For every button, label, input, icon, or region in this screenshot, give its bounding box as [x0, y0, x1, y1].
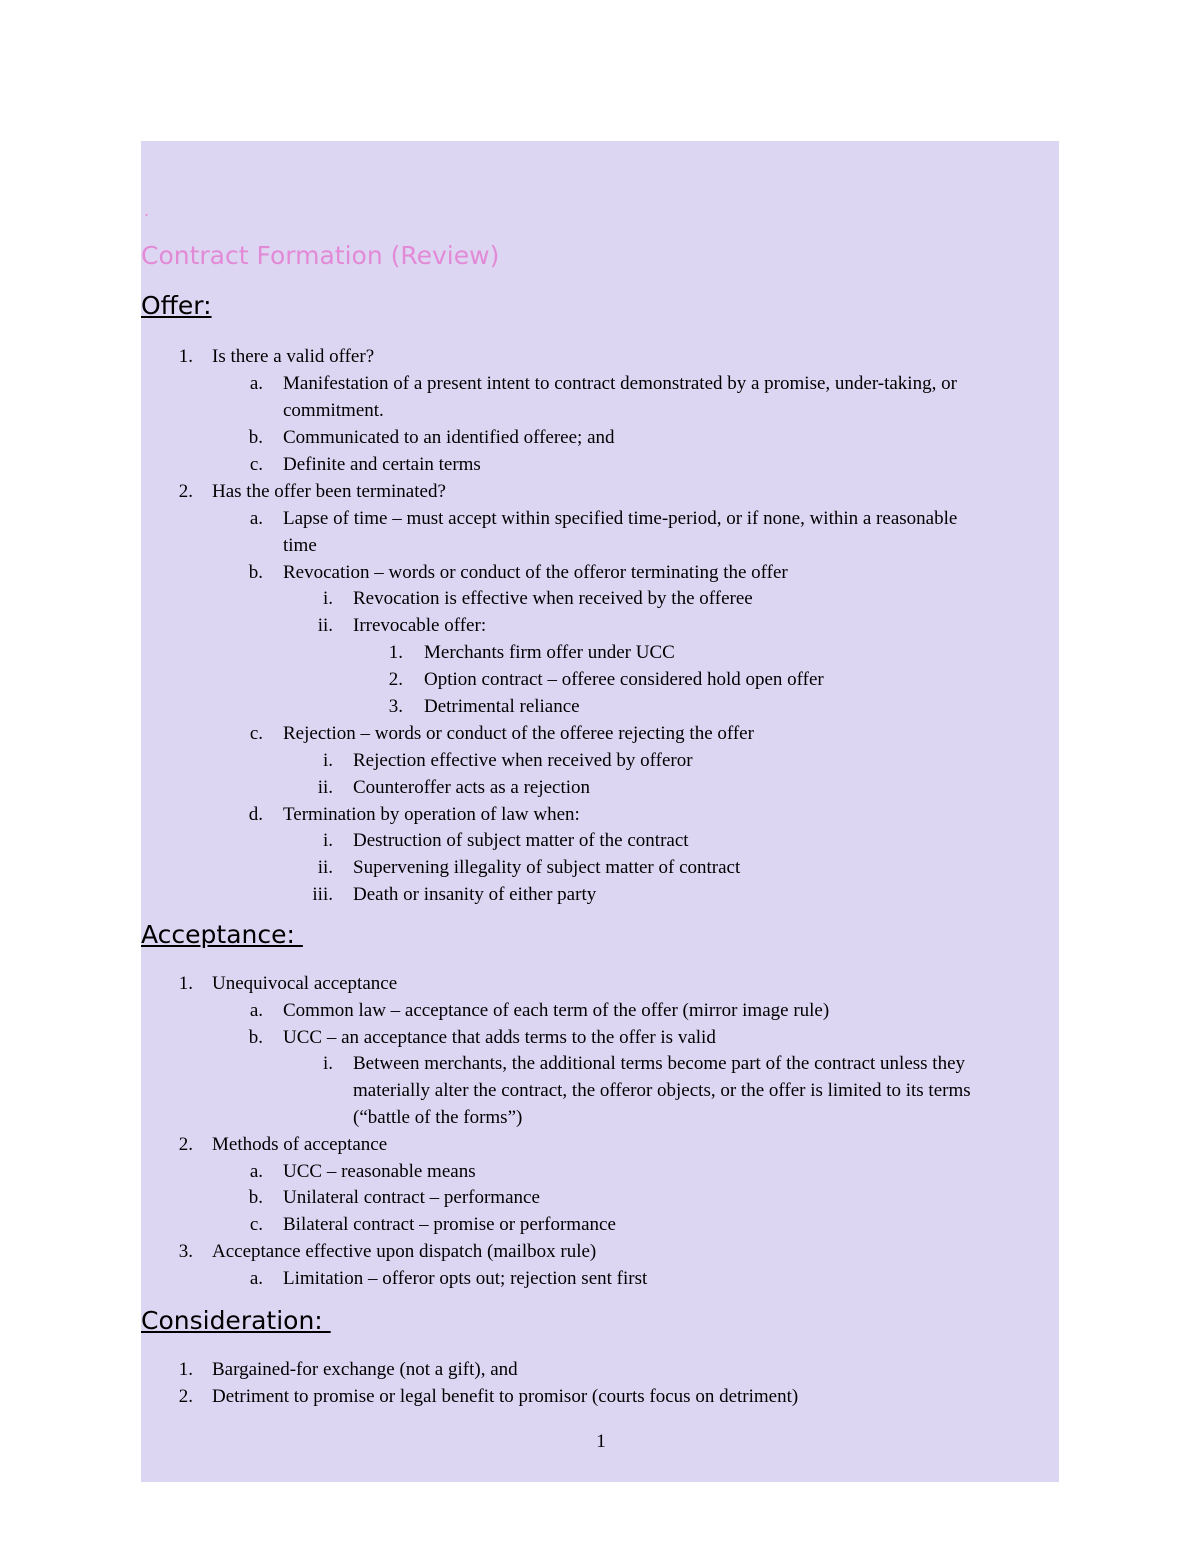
acceptance-marker: i. [322, 1053, 333, 1074]
acceptance-marker: b. [248, 1027, 263, 1048]
offer-item: Irrevocable offer: [353, 615, 487, 636]
acceptance-item: materially alter the contract, the offeror objects, or the offer is limited to its terms [353, 1080, 971, 1101]
offer-item: Supervening illegality of subject matter of contract [353, 857, 741, 878]
page-title: Contract Formation (Review) [141, 241, 500, 270]
consideration-marker: 2. [178, 1386, 193, 1407]
acceptance-item: Common law – acceptance of each term of the offer (mirror image rule) [283, 1000, 830, 1021]
acceptance-item: Limitation – offeror opts out; rejection sent first [283, 1268, 648, 1289]
offer-marker: c. [249, 723, 263, 744]
acceptance-marker: a. [249, 1161, 263, 1182]
offer-item: Manifestation of a present intent to contract demonstrated by a promise, under-taking, or [283, 373, 957, 394]
acceptance-item: UCC – an acceptance that adds terms to the offer is valid [283, 1027, 716, 1048]
offer-item: Communicated to an identified offeree; and [283, 427, 615, 448]
offer-marker: b. [248, 562, 263, 583]
acceptance-heading: Acceptance: [141, 920, 303, 949]
offer-item: Has the offer been terminated? [212, 481, 446, 502]
offer-marker: i. [322, 588, 333, 609]
offer-heading: Offer: [141, 291, 212, 320]
document-page [141, 141, 1059, 1482]
offer-marker: 2. [388, 669, 403, 690]
offer-item: Revocation is effective when received by the offeree [353, 588, 753, 609]
offer-item: Merchants firm offer under UCC [424, 642, 675, 663]
offer-item: Definite and certain terms [283, 454, 481, 475]
offer-item: Rejection effective when received by offeror [353, 750, 693, 771]
acceptance-marker: 1. [178, 973, 193, 994]
offer-marker: d. [248, 804, 263, 825]
acceptance-item: Between merchants, the additional terms become part of the contract unless they [353, 1053, 966, 1074]
offer-marker: 1. [388, 642, 403, 663]
offer-item: Lapse of time – must accept within specified time-period, or if none, within a reasonable [283, 508, 958, 529]
consideration-marker: 1. [178, 1359, 193, 1380]
offer-marker: i. [322, 750, 333, 771]
offer-marker: b. [248, 427, 263, 448]
acceptance-marker: b. [248, 1187, 263, 1208]
stray-dot: . [144, 201, 150, 220]
offer-marker: 1. [178, 346, 193, 367]
offer-item: Counteroffer acts as a rejection [353, 777, 591, 798]
acceptance-item: UCC – reasonable means [283, 1161, 476, 1182]
consideration-item: Detriment to promise or legal benefit to promisor (courts focus on detriment) [212, 1386, 799, 1407]
acceptance-item: Unilateral contract – performance [283, 1187, 540, 1208]
page-number: 1 [596, 1431, 606, 1452]
offer-item: Option contract – offeree considered hold open offer [424, 669, 824, 690]
acceptance-item: Methods of acceptance [212, 1134, 388, 1155]
offer-marker: a. [249, 373, 263, 394]
offer-item: Revocation – words or conduct of the offeror terminating the offer [283, 562, 788, 583]
consideration-item: Bargained-for exchange (not a gift), and [212, 1359, 518, 1380]
offer-item: time [283, 535, 317, 556]
acceptance-marker: 2. [178, 1134, 193, 1155]
acceptance-marker: c. [249, 1214, 263, 1235]
offer-item: commitment. [283, 400, 384, 421]
offer-item: Death or insanity of either party [353, 884, 597, 905]
offer-item: Destruction of subject matter of the contract [353, 830, 689, 851]
offer-marker: ii. [317, 615, 333, 636]
offer-marker: ii. [317, 857, 333, 878]
offer-item: Is there a valid offer? [212, 346, 375, 367]
acceptance-marker: a. [249, 1268, 263, 1289]
acceptance-item: (“battle of the forms”) [353, 1107, 523, 1128]
offer-marker: ii. [317, 777, 333, 798]
acceptance-item: Bilateral contract – promise or performance [283, 1214, 616, 1235]
offer-marker: c. [249, 454, 263, 475]
acceptance-marker: 3. [178, 1241, 193, 1262]
acceptance-item: Acceptance effective upon dispatch (mailbox rule) [212, 1241, 597, 1262]
offer-marker: 3. [388, 696, 403, 717]
acceptance-marker: a. [249, 1000, 263, 1021]
offer-item: Termination by operation of law when: [283, 804, 580, 825]
offer-marker: iii. [312, 884, 333, 905]
offer-marker: a. [249, 508, 263, 529]
offer-item: Rejection – words or conduct of the offeree rejecting the offer [283, 723, 754, 744]
offer-marker: 2. [178, 481, 193, 502]
offer-marker: i. [322, 830, 333, 851]
consideration-heading: Consideration: [141, 1306, 331, 1335]
acceptance-item: Unequivocal acceptance [212, 973, 398, 994]
offer-item: Detrimental reliance [424, 696, 580, 717]
